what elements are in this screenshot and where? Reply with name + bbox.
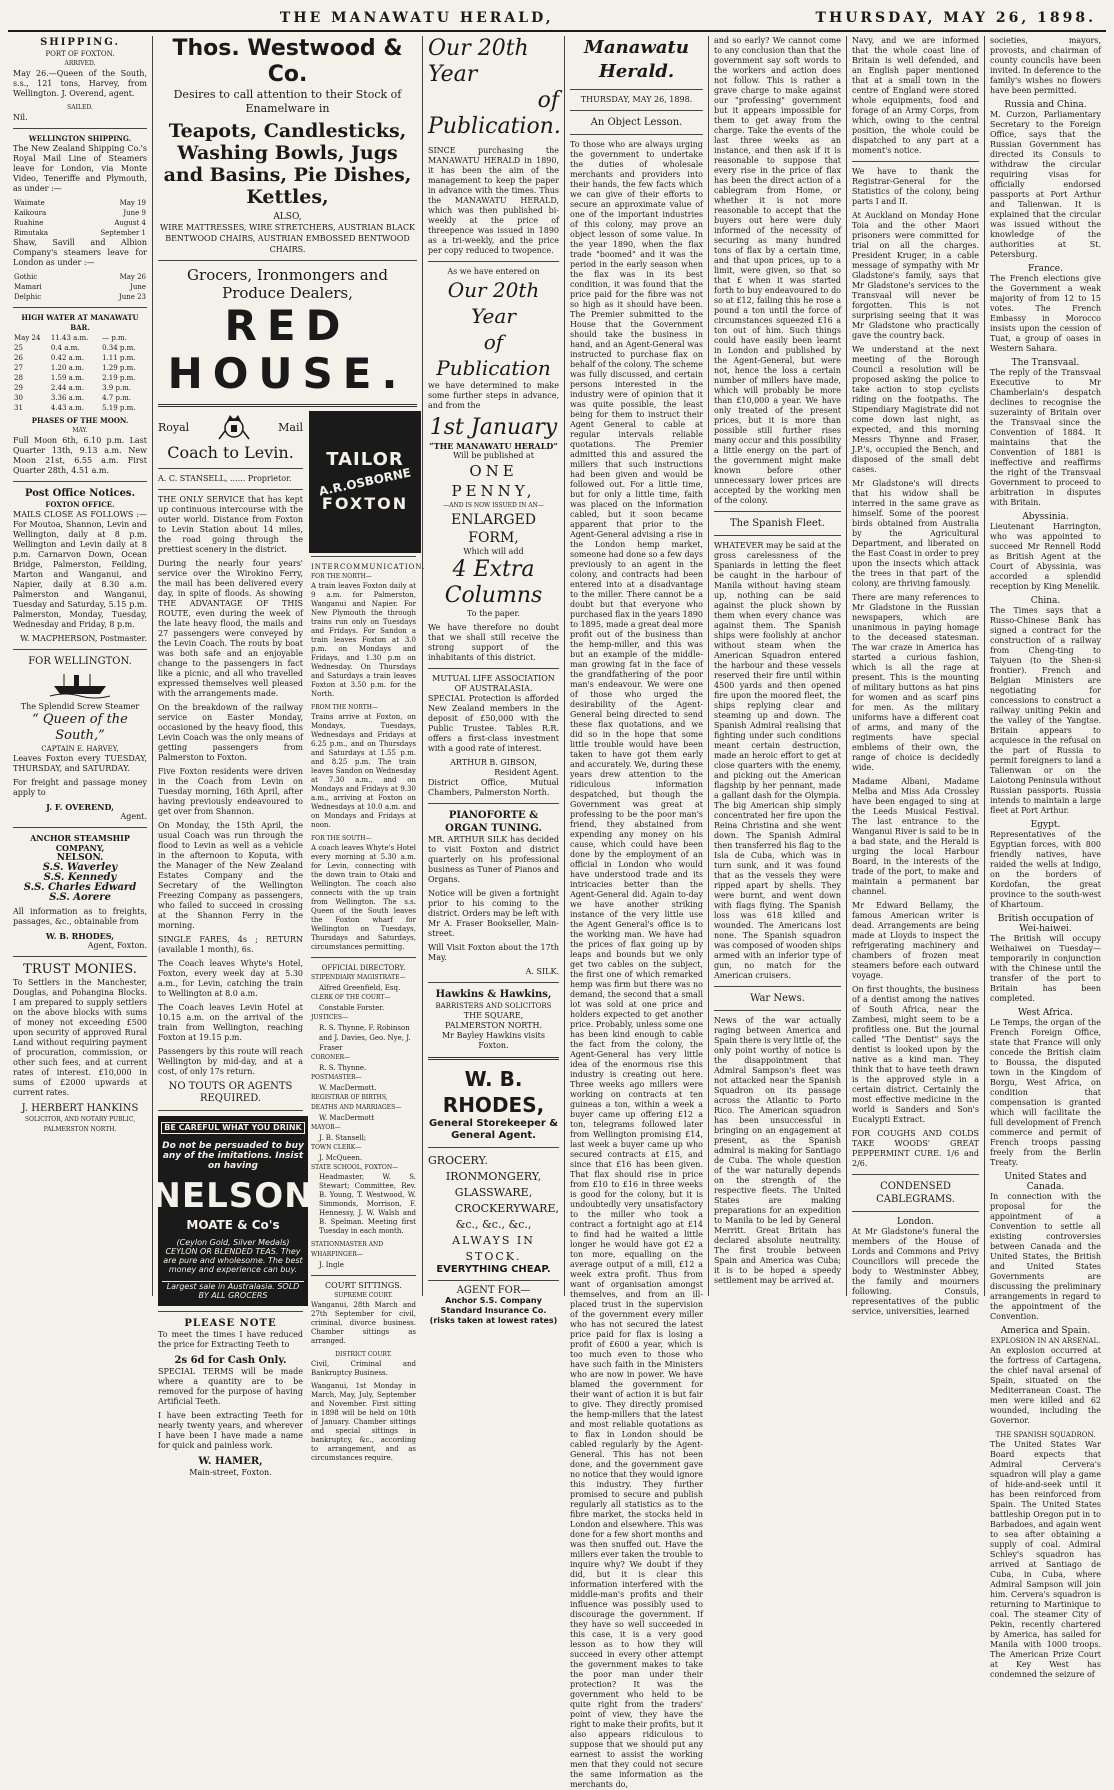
clerk-name: Constable Forster. [319,1004,385,1012]
wbr-grocery: GROCERY. [428,1154,488,1167]
squadron-heading: THE SPANISH SQUADRON. [995,1431,1096,1439]
school-text: Headmaster, W. S. Stewart; Committee, Rev. B. Young, T. Westwood, W. Simmonds, Morrison, F. Hennessy, J. W. Walsh and B. Spelman. Meeting first Tuesday in each month. [319,1173,416,1235]
war-news-body: News of the war actually raging between America and Spain there is very little of, the only point worthy of notice is the disappointment that Admiral Sampson's fleet was not attacked near the Spanish Squadron on its passage across the Atlantic to Porto Rico. The American squadron has been unsuccessful in bringing on an engagement at present, as the Spanish admiral is making for Santiago de Cuba. The whole question of the war naturally depends on the strength of the respective fleets. The United States are making preparations for an expedition to Manila to be led by General Merritt. Great Britain has declared absolute neutrality. The first trouble between Spain and America was Cuba; it is to be hoped a speedy settlement may be arrived at. [714,1016,841,1285]
column-advertisements [152,36,426,1477]
column-shipping [8,36,153,1296]
london-heading: London. [896,1217,935,1227]
local-news-6: Mr Edward Bellamy, the famous American writer is dead. Arrangements are being made at Lloyds to inspect the refrigerating machinery and chambers of frozen meat steamers before each outward voyage. [852,901,979,980]
ss-kennedy: S.S. Kennedy [43,872,117,883]
district-text-2: Wanganui, 1st Monday in March, May, July, September and November. First sitting in 1898 will be held on 10th of January. Chamber sittings and special sittings in bankruptcy, &c., according to arrangement, and as circumstances require. [311,1382,416,1462]
gibson-name: ARTHUR B. GIBSON, [450,758,537,767]
arrived-heading: ARRIVED. [64,60,96,67]
stansell-name: A. C. STANSELL, ...... Proprietor. [158,474,292,483]
post-office-heading: Post Office Notices. [24,488,136,499]
coach-fares: SINGLE FARES, 4s ; RETURN (available 1 month), 6s. [158,935,303,954]
ss-aorere: S.S. Aorere [49,892,111,903]
silk-visit: Will Visit Foxton about the 17th May. [428,943,559,962]
wbr-etc: &c., &c., &c., [455,1218,532,1231]
determined-text: we have determined to make some further steps in advance, and from the [428,381,559,410]
extra-columns: 4 Extra Columns [444,557,543,608]
hamer-name: W. HAMER, [198,1456,263,1467]
usa-canada-text: In connection with the proposal for the appointment of a Convention to settle all existing controversies between Canada and the United States, the British and United States Governments are discussing the preliminary arrangements in regard to the appointment of the Convention. [990,1192,1101,1321]
coach-text-7: The Coach leaves Levin Hotel at 10.15 a.m. on the arrival of the train from Wellington, reaching Foxton at 19.15 p.m. [158,1003,303,1042]
splendid-steamer: The Splendid Screw Steamer [20,702,140,711]
sailings-table: Waimate May 19 Kaikoura June 9 Ruahine August 4 Rimutaka September 1 [14,199,146,237]
from-north-text: Trains arrive at Foxton, on Mondays, Tuesdays, Wednesdays and Fridays at 6.25 p.m., and on Thursdays and Saturdays at 1.55 p.m. and 8.25 p.m. The train leaves Sandon on Wednesday at 7.30 a.m., and on Mondays and Fridays at 9.30 a.m., arriving at Foxton on Wednesdays at 10.0 a.m. and on Mondays and Fridays at noon. [311,713,416,829]
coach-heading: Coach to Levin. [167,443,294,462]
hankins-name: J. HERBERT HANKINS [21,1103,139,1114]
steamship-icon [50,672,110,698]
abyssinia-text: Lieutenant Harrington, who was appointed to succeed Mr Rennell Rodd as British Agent at the Court of Abyssinia, was accorded a splendid reception by King Menelik. [990,522,1101,591]
coach-text-2: During the nearly four years' service over the Wirokino Ferry, the mail has been delivered every day, in spite of floods. As showing THE ADVANTAGE OF THIS ROUTE, even during the week of the late heavy flood, the mails and 27 passengers were conveyed by the Levin Coach. The routs by boat was both safe and an enjoyable change to the passengers in fact like a picnic, and all who travelled expressed themselves well pleased with the arrangements made. [158,559,303,698]
westwood-teapots: Teapots, Candlesticks, Washing Bowls, Jugs and Basins, Pie Dishes, Kettles, [163,120,412,208]
high-water-heading: HIGH WATER AT MANAWATU BAR. [21,313,139,332]
wellington-shipping-heading: WELLINGTON SHIPPING. [28,134,132,143]
wbr-always: ALWAYS IN STOCK. [452,1234,535,1263]
coach-text-8: Passengers by this route will reach Wellington by mid-day, and at a cost, of only 17s return. [158,1047,303,1076]
royal-crest-icon [217,413,251,443]
arrived-text: May 26.—Queen of the South, s.s., 121 tons, Harvey, from Wellington. J. Overend, agent. [13,69,147,98]
queen-of-south: “ Queen of the South,” [32,712,128,743]
column-editorial [565,36,709,1789]
foxton-office-heading: FOXTON OFFICE. [45,500,115,509]
coach-text-4: Five Foxton residents were driven in the Coach from Levin on Tuesday morning, 16th April, after having previously endeavoured to get over from Shannon. [158,767,303,816]
local-news-1: At Auckland on Monday Hone Toia and the other Maori prisoners were committed for trial on all the charges. President Kruger, in a cable message of sympathy with Mr Gladstone's family, says that Mr Gladstone's services to the Transvaal will never be forgotten. This is not surprising seeing that it was Mr Gladstone who practically gave the country back. [852,211,979,340]
north-text: A train leaves Foxton daily at 9 a.m. for Palmerston, Wanganui and Napier. For New Plymouth the through trains run only on Tuesdays and Fridays. For Sandon a train leaves Foxton at 3.0 p.m. on Mondays and Fridays, and 1.30 p.m on Wednesday. On Thursdays and Saturdays a train leaves Foxton at 3.50 p.m. for the North. [311,582,416,698]
sm-name: Alfred Greenfield, Esq. [319,984,401,992]
sailed-heading: SAILED. [67,104,93,111]
stationmaster-name: J. Ingle [319,1261,344,1269]
america-spain-heading: America and Spain. [1000,1326,1091,1336]
coroner-name: R. S. Thynne. [319,1064,367,1072]
hankins-role: SOLICITOR, AND NOTARY PUBLIC, PALMERSTON NORTH. [24,1116,136,1133]
extracting-text: I have been extracting Teeth for nearly twenty years, and wherever I have been I have made a name for quick and painless work. [158,1411,303,1450]
tailor-advert [311,413,419,551]
bayley-visits: Mr Bayley Hawkins visits Foxton. [442,1031,545,1050]
our-20th-year-2: Our 20th Year [447,278,540,328]
wbr-crockery: CROCKERYWARE, [454,1202,559,1215]
stationmaster-label: STATIONMASTER AND WHARFINGER— [311,1241,384,1258]
local-news-2: We understand at the next meeting of the Borough Council a resolution will be proposed asking the police to take action to stop cyclists riding on the footpaths. The Stipendiary Magistrate did not come down last night, as expected, and this morning Messrs Thynne and Fraser, J.P.'s, occupied the Bench, and disposed of the small debt cases. [852,345,979,474]
tailor-osborne: A.R.OSBORNE [317,465,413,499]
freight-text: For freight and passage money apply to [13,778,147,797]
anchor-info: All information as to freights, passages, &c., obtainable from [13,907,147,926]
abyssinia-heading: Abyssinia. [1022,512,1069,522]
agent-for-text: Anchor S.S. Company Standard Insurance Co. (risks taken at lowest rates) [429,1296,558,1325]
mail-label: Mail [278,421,303,434]
shaw-text: Shaw, Savill and Albion Company's steamers leave for London as under :— [13,238,147,267]
west-africa-heading: West Africa. [1017,1008,1074,1018]
of-publication: of Publication. [428,88,561,139]
local-news-5: Madame Albani, Madame Melba and Miss Ada Crossley have been engaged to sing at the Leeds Musical Festival. The last entrance to the Wanganui River is said to be in a bad state, and the Herald is urging the local Harbour Board, in the interests of the trade of the port, to make and maintain a permanent bar channel. [852,777,979,896]
trust-text: To Settlers in the Manchester, Douglas, and Pohangina Blocks. I am prepared to supply settlers on the above blocks with sums of money not exceeding £500 upon security of approved Rural Land without requiring payment of procuration, commission, or other such fees, and at current rates of interest. £10,000 in sums of £2000 upwards at current rates. [13,978,147,1097]
rhodes-name: W. B. RHODES, [45,931,115,941]
hamer-address: Main-street, Foxton. [189,1468,272,1477]
transvaal-text: The reply of the Transvaal Executive to Mr Chamberlain's despatch declines to recognise the suzerainty of Britain over the Transvaal since the Convention of 1884. It maintains that the Convention of 1881 is ineffective and reaffirms the right of the Transvaal Government to proceed to arbitration in disputes with Britain. [990,368,1101,507]
town-clerk-name: J. McQueen. [319,1154,363,1162]
nelson-top-banner: BE CAREFUL WHAT YOU DRINK [161,1122,305,1134]
wbr-glassware: GLASSWARE, [454,1186,533,1199]
weihai-heading: British occupation of Wei-haiwei. [997,914,1094,934]
leaves-text: Leaves Foxton every TUESDAY, THURSDAY, and SATURDAY. [13,754,147,773]
war-news-heading: War News. [750,993,805,1004]
france-text: The French elections give the Government a weak majority of from 12 to 15 votes. The French Embassy in Morocco insists upon the cession of Tuat, a group of oases in Western Sahara. [990,274,1101,353]
westwood-desires: Desires to call attention to their Stock of Enamelware in [173,88,402,115]
wbr-ironmongery: IRONMONGERY, [445,1170,542,1183]
egypt-text: Representatives of the Egyptian forces, with 800 friendly natives, have raided the wells at Indigo, on the borders of Kordofan, the great province to the south-west of Khartoum. [990,830,1101,909]
gibson-role: Resident Agent. [494,768,559,777]
no-touts: NO TOUTS OR AGENTS REQUIRED. [168,1081,293,1104]
sailings2-table: Gothic May 26 Mamari June Delphic June 23 [14,273,146,301]
navy-text: Navy, and we are informed that the whole coast line of Britain is well defended, and an English paper mentioned that at a small town in the centre of England were stored whole equipments, food and forage of an Army Corps, from which, owing to the central position, the whole could be dispatched to any part at a moment's notice. [852,36,979,155]
overend-role: Agent. [120,812,147,821]
editorial-body: To those who are always urging the government to undertake the duties of wholesale merchants and providers into their hands, the few facts which we can give of their efforts to secure an approximate value of one of the important industries of this colony, may prove an object lesson of some value. In the year 1890, when the flax trade "boomed" and it was the period in the early season when the flax was in its best condition, it was found that the price paid for the fibre was not so high as it should have been. The Premier submitted to the House that the Government should take the business in hand, and an Agent-General was instructed to purchase flax on behalf of the colony. The scheme was fully discussed, and certain persons interested in the industry were of opinion that it was quite possible, the least being for them to instruct their Agent General to cable at regular intervals reliable quotations. The Premier admitted this and assured the millers that such instructions had been given and would be followed out. For a little time, but for only a little time, faith was placed on the information cabled, but it soon became apparent that prior to the Agent-General advising a rise in the London hemp market, someone had done so a few days previously to an agent in the colony, and contracts had been entered into at a disadvantage to the miller. There cannot be a doubt but that everyone who purchased flax in the years 1890 to 1895, made a great deal more profit out of the business than the hemp-miller, and this was but an example of the middle-man growing fat in the face of the grandfathering of the poor man's endeavour. We were one of those who urged the desirability of the Agent-General being directed to send these flax quotations, and we did so in the hope that some little trouble would have been taken to have got them early and accurately. We, during these years drew attention to the ridiculous information despatched, but though the Government was great at professing to be the poor man's friend, they abstained from expending any money on his cause, which could have been done by the employment of an official in London who would have understood trade and its intricacies better than the Agent-General did. Again to-day we have another striking instance of the very little use the Agent General's office is to the working man. We have had the prices of flax going up by leaps and bounds but we only get two cables on the subject, the first one of which remarked hemp was firm but there was no demand, the second that a small lot was sold at one price and holders expected to get another price. Probably, unless some one has been kind enough to cable the fact from the colony, the Agent-General has very little idea of the enormous rise this industry is creating out here. Three weeks ago millers were working on contracts at ten guineas a ton, within a week a buyer came up offering £12 a ton, telegrams followed later from Wellington promising £14, last week a buyer came up who secured contracts at £15, and since that £16 has been given. That flax should rise in price from £10 to £16 in three weeks is good for the colony, but it is undoubtedly very unsatisfactory to the miller who took a contract a fortnight ago at £14 to find had he waited a little longer he would have got £2 a ton more, equalling on the average output of a mill, £12 a week extra profit. Thus from want of organisation amongst themselves, and from an ill-placed trust in the supervision of the government every miller who has not secured the latest price paid for flax is losing a profit of £600 a year, which is too much even to those who have such faith in the Ministers who are now in power. We have blamed the government for their want of action it is but fair to give. They directly promised the hemp-millers that the latest and most reliable quotations as to flax in London should be cabled regularly by the Agent-General. This has not been done, and the government gave no notice that they would ignore this industry. They further promised to secure and publish regularly all statistics as to the fibre market, the stocks held in London and elsewhere. This was done for a few short months and was then snuffed out. Have the millers ever taken the trouble to inquire why? We doubt if they did, but it is clear this information interfered with the middle-man's profits and their influence was possibly used to discourage the government. If they have so well succeeded in this case, it is a very good lesson as to how they will succeed in every other attempt the government makes to take the poor man under their protection? It was the government who held to be quite right from the traders' point of view, they have the right to make their profits, but it also appears ridiculous to suppose that we should put any earnest to assist the working men that they could not secure the same information as the merchants do, [570,140,703,1789]
coach-advert [152,413,314,1478]
mutual-text: SPECIAL Protection is afforded New Zealand members in the deposit of £50,000 with the Public Trustee. Tables R.R. offers a first-class investment with a good rate of interest. [428,694,559,753]
tailor-label: TAILOR [326,449,404,470]
mutual-heading: MUTUAL LIFE ASSOCIATION OF AUSTRALASIA. [432,674,555,693]
ss-waverley: S.S. Waverley [42,862,118,873]
moon-heading: PHASES OF THE MOON. [31,416,129,425]
west-africa-text: Le Temps, the organ of the French Foreign Office, state that France will only concede the British claim to Boussa, the disputed town in the Kingdom of Borgu, West Africa, on condition that compensation is granted which will facilitate the full development of French commerce and permit of French troops passing freely from the Berlin Treaty. [990,1018,1101,1167]
mayor-label: MAYOR— [311,1124,341,1131]
hawkins-palmerston: PALMERSTON NORTH. [444,1021,542,1030]
mails-text: MAILS CLOSE AS FOLLOWS :— For Moutoa, Shannon, Levin and Wellington, daily at 8 p.m. Wellington and Levin daily at 8 p.m. Carnarvon Down, Ocean Bridge, Palmerston, Feilding, Marton and Wanganui, and Napier, daily at 8.30 a.m. Palmerston and Wanganui, Tuesday and Saturday, 5.15 p.m. Palmerston, Monday, Tuesday, Wednesday and Friday, 8 p.m. [13,510,147,629]
nameplate: Manawatu Herald. [584,37,689,82]
postmaster-sign: W. MACPHERSON, Postmaster. [20,634,147,643]
sm-label: STIPENDIARY MAGISTRATE— [311,974,406,981]
which-add: Which will add [463,547,524,556]
coroner-label: CORONER— [311,1054,351,1061]
south-text: A coach leaves Whyte's Hotel every morning at 5.30 a.m. for Levin, connecting with the down train to Otaki and Wellington. The coach also connects with the up train from Wellington. The s.s. Queen of the South leaves the Foxton wharf for Wellington on Tuesdays, Thursdays and Saturdays, circumstances permitting. [311,844,416,951]
north-heading: FOR THE NORTH— [311,573,372,580]
clerk-label: CLERK OF THE COURT— [311,994,391,1001]
westwood-mattresses: WIRE MATTRESSES, WIRE STRETCHERS, AUSTRIAN BLACK BENTWOOD CHAIRS, AUSTRIAN EMBOSSED BENTWOOD CHAIRS. [160,223,415,254]
arsenal-heading: EXPLOSION IN AN ARSENAL. [990,1337,1101,1345]
agent-for: AGENT FOR— [456,1285,531,1296]
object-lesson-heading: An Object Lesson. [590,117,683,128]
official-heading: OFFICIAL DIRECTORY. [321,964,406,972]
supreme-heading: SUPREME COURT. [334,1292,393,1299]
grocers-heading: Grocers, Ironmongers and Produce Dealers, [187,266,388,302]
registrar-label: REGISTRAR OF BIRTHS, DEATHS AND MARRIAGES— [311,1094,402,1111]
district-heading: DISTRICT COURT. [335,1351,392,1358]
our-20th-year: Our 20th Year [428,36,529,87]
spanish-fleet-heading: The Spanish Fleet. [730,518,825,529]
port-heading: PORT OF FOXTON. [45,50,115,58]
editorial-continued: and so early? We cannot come to any conclusion than that the government say soft words to the workers and action does not follow. This is rather a grave charge to make against our "professing" government but it appears impossible for them to get away from the charge. Take the events of the last three weeks as an instance, and then ask if it is reasonable to suppose that every rise in the price of flax has been the direct action of a cablegram from Home, or whether it is not more reasonable to accept that the buyers out here were duly informed of the necessity of securing as many hundred tons of flax by a certain time, and that upon prices, up to a limit, were given, so that so that £ when it was started forth to buy endeavoured to do so at £12, failing this he rose a pound a ton until the force of circumstances squeezed £16 a ton out of him. Such things could have easily been learnt in London and published by the Agent-General, but were not, hence the loss a certain number of millers have made, which will probably be more than £10,000 a year. We have only treated of the present prices, but it is more than possible still further rises many occur and this possibility a little energy on the part of the government might make known before other unnecessary lower prices are accepted by the working men of the colony. [714,36,841,505]
special-terms: SPECIAL TERMS will be made where a quantity are to be removed for the purpose of having Artificial Teeth. [158,1367,303,1406]
please-text: To meet the times I have reduced the price for Extracting Teeth to [158,1330,303,1349]
local-news-3: Mr Gladstone's will directs that his widow shall be interred in the same grave as himself. Some of the poorest birds obtained from Australia by the Agricultural Department, and liberated on the East Coast in order to prey upon the insects which attack the trees in that part of the colony, are thriving famously. [852,479,979,588]
district-office: District Office, Mutual Chambers, Palmerston North. [428,778,559,797]
captain-name: CAPTAIN E. HARVEY, [41,745,119,753]
one-penny: ONE PENNY, [451,462,536,500]
china-text: The Times says that a Russo-Chinese Bank has signed a contract for the construction of a railway from Cheng-ting to Taiyuen (to the Shen-si frontier). French and Belgian Ministers are negotiating for concessions to construct a railway uniting Pekin and the valley of the Yangtse. Britain appears to acquiesce in the refusal on the part of Russia to permit foreigners to land a Talienwan or on the Laiotong Peninsula without Russian passports. Russia intends to maintain a large fleet at Port Arthur. [990,606,1102,815]
columns [8,36,1106,1789]
supreme-text: Wanganui, 28th March and 27th September for civil, criminal, divorce business. Chamber sittings as arranged. [311,1301,416,1345]
nelson-teas: (Ceylon Gold, Silver Medals) CEYLON OR BLENDED TEAS. They are pure and wholesome. The best money and experience can buy. [163,1237,303,1274]
trust-monies-heading: TRUST MONIES. [23,962,137,977]
enlarged-form: ENLARGED FORM, [450,512,537,546]
silk-sign: A. SILK. [525,967,559,976]
wbr-everything: EVERYTHING CHEAP. [436,1264,551,1275]
nelson-name: NELSON [152,1175,314,1216]
arsenal-text: An explosion occurred at the fortress of Cartagena, the chief naval arsenal of Spain, situated on the Mediterranean Coast. The men were killed and 62 wounded, including the Governor. [990,1346,1101,1425]
intercom-heading: INTERCOMMUNICATION. [311,563,426,571]
coach-text-5: On Monday, the 15th April, the usual Coach was run through the flood to Levin as well as a vehicle in the afternoon to Koputa, with the Manager of the New Zealand Estates Company and the Secretary of the Wellington Freezing Company as passengers, who failed to succeed in crossing at the Shannon Ferry in the morning. [158,821,303,930]
condensed-heading: CONDENSED CABLEGRAMS. [876,1181,955,1205]
justices-label: JUSTICES— [311,1014,349,1021]
local-news-4: There are many references to Mr Gladstone in the Russian newspapers, which are unanimous in paying homage to the deceased statesman. The war craze in America has started a curious fashion, which is all the rage at present. This is the mounting of military buttons as hat pins for women and as scarf pins for men. As the military uniforms have a different coat of arms, and many of the regiments have special emblems of their own, the range of choice is decidedly wide. [852,593,979,772]
masthead-date: THURSDAY, MAY 26, 1898. [815,10,1096,26]
cash-only: 2s 6d for Cash Only. [174,1355,287,1366]
now-issued: —AND IS NOW ISSUED IN AN— [443,502,544,509]
russia-text: M. Curzon, Parliamentary Secretary to the Foreign Office, says that the Russian Government has directed its Consuls to withdraw the circular requiring visas for officially endorsed passports at Port Arthur and Talienwan. It is explained that the circular was issued without the knowledge of the authorities at St. Petersburg. [990,110,1101,259]
mayor-name: J. B. Stansell; [319,1134,367,1142]
london-text: At Mr Gladstone's funeral the members of the House of Lords and Commons and Privy Councillors will precede the body to Westminster Abbey, the family and mourners following. Consuls, representatives of the public service, universities, learned [852,1227,979,1316]
town-clerk-label: TOWN CLERK— [311,1144,362,1151]
first-january: 1st January [429,415,558,440]
anchor-company: ANCHOR STEAMSHIP COMPANY, [30,833,130,853]
transvaal-heading: The Transvaal. [1011,358,1080,368]
china-heading: China. [1030,596,1061,606]
please-note-heading: PLEASE NOTE [184,1318,277,1329]
usa-canada-heading: United States and Canada. [1004,1172,1087,1192]
egypt-heading: Egypt. [1030,820,1061,830]
wbr-general: General Storekeeper & General Agent. [428,1118,559,1141]
since-text: SINCE purchasing the MANAWATU HERALD in 1890, it has been the aim of the management to keep the paper in advance with the times. Thus the MANAWATU HERALD, which was then published bi-weekly at the price of threepence was issued in 1890 as a tri-weekly, and the price per copy reduced to twopence. [428,146,559,255]
column-news-2 [847,36,985,1316]
intercom-directory [311,413,426,1478]
silk-text: MR. ARTHUR SILK has decided to visit Foxton and district quarterly on his professional business as Tuner of Pianos and Organs. [428,835,559,884]
westwood-also: ALSO, [273,212,302,222]
therefore-text: We have therefore no doubt that we shall still receive the strong support of the inhabitants of this district. [428,623,559,662]
squadron-text: The United States War Board expects that Admiral Cervera's squadron will play a game of hide-and-seek until it has been reinforced from Spain. The United States battleship Oregon put in to Barbadoes, and again went to sea after obtaining a supply of coal. Admiral Schley's squadron has arrived at Santiago de Cuba, in Cuba, where Admiral Sampson will join him. Cervera's squadron is returning to Martinique to coal. The steamer City of Pekin, recently chartered by America, has sailed for Manila with 1000 troops. The American Prize Court at Key West has condemned the seizure of [990,1440,1101,1679]
nelson-warning: Do not be persuaded to buy any of the imitations. Insist on having [162,1141,304,1172]
column-cables [985,36,1106,1679]
will-be-published: Will be published at [453,451,534,460]
rhodes-role: Agent, Foxton. [87,941,147,950]
of-publication-2: of Publication [436,330,551,380]
sailed-text: Nil. [13,113,28,122]
nelson-tea-advert [152,1116,314,1306]
from-north-heading: FROM THE NORTH— [311,704,378,711]
russia-heading: Russia and China. [1004,100,1087,110]
coach-text-1: THE ONLY SERVICE that has kept up continuous intercourse with the outer world. Distance from Foxton to Levin Station about 14 miles, the road going through the prettiest scenery in the district. [158,495,303,554]
royal-label: Royal [158,421,190,434]
column-news-1 [709,36,847,1296]
spanish-fleet-body: WHATEVER may be said at the gross carelessness of the Spaniards in letting the fleet be caught in the harbour of Manila without having steam up, nothing can be said against the pluck shown by them when every chance was against them. The Spanish ships were foolishly at anchor without steam when the American Squadron entered the harbour and these vessels reserved their fire until within 4500 yards and then opened fire upon the moored fleet, the ships replying clear and steaming up and down. The Spanish Admiral realising that fighting under such conditions meant certain destruction, made an heroic effort to get at close quarters with the enemy, and picking out the American flagship by her pennant, made a gallant dash for the Olympia. The big American ship simply concentrated her fire upon the Reina Christina and she went down. The Spanish Admiral then transferred his flag to the Isla de Cuba, which was in turn sunk, and it was found that as the vessels they were ripped apart by shells. They were burnt, and went down with flags flying. The Spanish loss was 618 killed and wounded. The Americans lost none. The Spanish squadron was composed of wooden ships armed with an inferior type of gun, no match for the American cruisers. [714,541,841,980]
tailor-foxton: FOXTON [321,494,409,513]
school-label: STATE SCHOOL, FOXTON— [311,1164,399,1171]
ss-charles-edward: S.S. Charles Edward [23,882,137,893]
cough-advert: FOR COUGHS AND COLDS TAKE WOODS' GREAT PEPPERMINT CURE. 1/6 and 2/6. [852,1129,979,1168]
local-news-7: On first thoughts, the business of a dentist among the natives of South Africa, near the Zambesi, might seem to be a profitless one. But the journal called "The Dentist" says the dentist is looked upon by the native as a kind man. They think that to have teeth drawn is the approved style in a certain district. Certainly the most effective medicine in the world is Sanders and Son's Eucalypti Extract. [852,985,979,1124]
as-entered: As we have entered on [447,267,540,276]
nzsc-text: The New Zealand Shipping Co.'s Royal Mail Line of Steamers leave for London, via Monte Video, Teneriffe and Plymouth, as under :— [13,144,147,193]
nelson-sale: Largest sale in Australasia. SOLD BY ALL GROCERS [162,1281,304,1300]
westwood-heading: Thos. Westwood & Co. [172,36,403,87]
overend-name: J. F. OVEREND, [46,802,114,812]
moon-text: Full Moon 6th, 6.10 p.m. Last Quarter 13th, 9.13 a.m. New Moon 21st, 6.55 a.m. First Quarter 28th, 4.51 a.m. [13,436,147,475]
postmaster-label: POSTMASTER— [311,1074,362,1081]
to-paper: To the paper. [467,609,520,618]
hawkins-square: THE SQUARE, [463,1011,524,1020]
weihai-text: The British will occupy Weihaiwei on Tuesday—temporarily in conjunction with the Chinese until the transfer of the port to Britain has been completed. [990,934,1101,1003]
south-heading: FOR THE SOUTH— [311,835,372,842]
coach-text-3: On the breakdown of the railway service on Easter Monday, occasioned by the heavy flood, this Levin Coach was the only means of getting passengers from Palmerston to Foxton. [158,703,303,762]
coach-text-6: The Coach leaves Whyte's Hotel, Foxton, every week day at 5.30 a.m., for Levin, catching the train to Wellington at 8.0 a.m. [158,959,303,998]
france-heading: France. [1028,264,1063,274]
red-house-heading: RED HOUSE. [167,301,408,398]
district-text: Civil, Criminal and Bankruptcy Business. [311,1360,416,1377]
piano-heading: PIANOFORTE & ORGAN TUNING. [445,810,542,834]
registrar-thanks: We have to thank the Registrar-General for the Statistics of the colony, being parts I and II. [852,167,979,206]
for-wellington-heading: FOR WELLINGTON. [28,656,132,667]
herald-quote: “THE MANAWATU HERALD” [429,441,558,451]
silk-text-2: Notice will be given a fortnight prior to his coming to the district. Orders may be left with Mr A. Fraser Bookseller, Main-street. [428,889,559,938]
wbr-heading: W. B. RHODES, [442,1067,545,1117]
barristers: BARRISTERS AND SOLICITORS [435,1002,552,1010]
moon-month: MAY. [72,427,88,434]
hawkins-heading: Hawkins & Hawkins, [435,989,552,1000]
column-publication [423,36,565,1325]
anchor-nelson: NELSON. [56,853,104,863]
masthead [8,6,1106,32]
postmaster-name: W. MacDermott. [319,1084,377,1092]
cables-continued: societies, mayors, provosts, and chairman of county councils have been invited. In deference to the family's wishes no flowers have been permitted. [990,36,1101,95]
dateline: THURSDAY, MAY 26, 1898. [580,95,693,104]
justices-names: R. S. Thynne, F. Robinson and J. Davies, Geo. Nye, J. Fraser [319,1024,411,1052]
shipping-heading: SHIPPING. [40,37,120,48]
court-heading: COURT SITTINGS. [325,1281,402,1290]
newspaper-title: THE MANAWATU HERALD, [279,10,554,26]
tides-table: May 24 11.43 a.m. — p.m. 25 0.4 a.m. 0.34 p.m. 26 0.42 a.m. 1.11 p.m. 27 1.20 a.m. 1.29 p.m. 28 1.59 a.m. 2.19 p.m. 29 2.44 a.m. 3.9 p.m. 30 3.36 a.m. 4.7 p.m. 31 4.43 a.m. 5.19 p.m. [14,334,136,412]
nelson-company: MOATE & Co's [186,1218,280,1233]
registrar-name: W. MacDermott [319,1114,375,1122]
